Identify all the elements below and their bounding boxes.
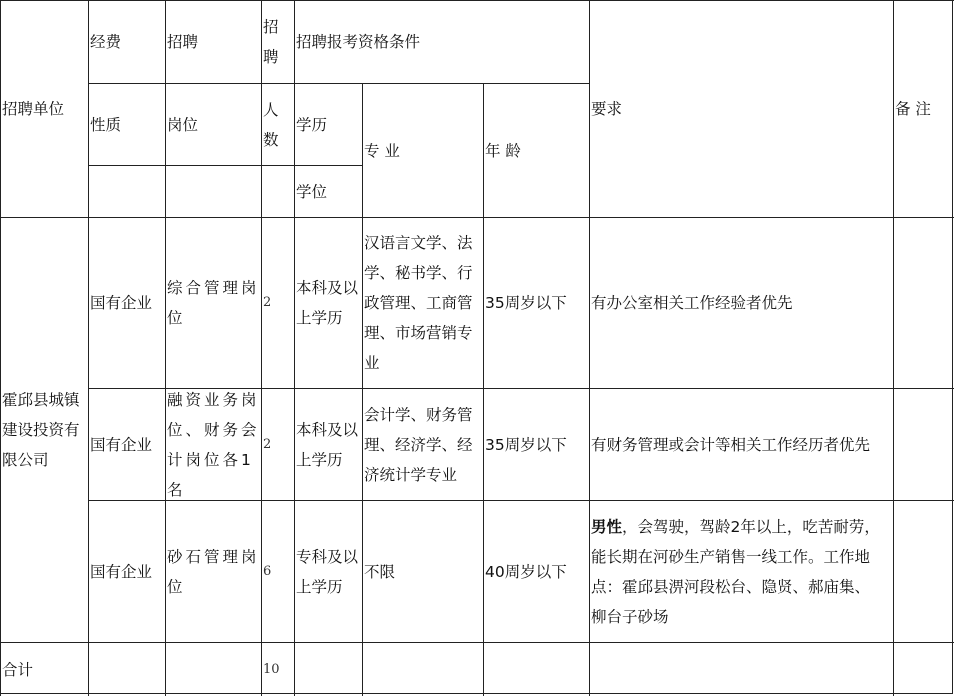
table-row-3-count bbox=[261, 500, 294, 642]
row-3-count-text: 6 bbox=[263, 563, 272, 579]
total-label-cell bbox=[0, 642, 88, 696]
total-count: 10 bbox=[263, 661, 280, 677]
table-row-2-fund bbox=[88, 388, 165, 500]
header-post-top bbox=[165, 0, 261, 83]
header-fund-bottom bbox=[88, 83, 165, 165]
table-row-2-post bbox=[165, 388, 261, 500]
table-row-1-remarks bbox=[893, 217, 954, 388]
row-1-post-text: 综合管理岗 位 bbox=[167, 279, 260, 327]
row-1-education-text: 本科及以 上学历 bbox=[296, 279, 359, 327]
header-major bbox=[362, 83, 483, 217]
row-1-fund-text: 国有企业 bbox=[90, 294, 153, 312]
row-1-count-text: 2 bbox=[263, 295, 272, 310]
row-3-age-text: 40周岁以下 bbox=[485, 562, 567, 581]
table-row-1-education bbox=[294, 217, 362, 388]
row-2-fund-text: 国有企业 bbox=[90, 435, 153, 454]
header-fund-top bbox=[88, 0, 165, 83]
header-fund-top-label: 经费 bbox=[90, 33, 122, 51]
table-row-3-remarks bbox=[893, 500, 954, 642]
header-count-bottom-label: 人 数 bbox=[263, 100, 279, 149]
header-requirements-label: 要求 bbox=[591, 100, 623, 118]
row-1-requirement-body: 有办公室相关工作经验者优先 bbox=[591, 294, 793, 312]
header-degree bbox=[294, 165, 362, 217]
header-count-blank bbox=[261, 165, 294, 217]
header-requirements bbox=[589, 0, 893, 217]
header-post-bottom-label: 岗位 bbox=[167, 115, 199, 134]
total-requirement-cell bbox=[589, 642, 893, 696]
header-remarks-label: 备 注 bbox=[895, 100, 931, 118]
total-post-cell bbox=[165, 642, 261, 696]
table-row-3-requirement bbox=[589, 500, 893, 642]
row-3-requirement-body: ，会驾驶，驾龄2年以上，吃苦耐劳， 能长期在河砂生产销售一线工作。工作地 点：霍邱县淠河段松台、隐贤、郝庙集、 柳台子砂场 bbox=[591, 517, 880, 626]
header-remarks bbox=[893, 0, 954, 217]
table-row-2-age bbox=[483, 388, 589, 500]
table-row-1-post bbox=[165, 217, 261, 388]
table-row-2-major bbox=[362, 388, 483, 500]
header-post-top-label: 招聘 bbox=[167, 33, 199, 51]
table-row-1-count bbox=[261, 217, 294, 388]
table-row-2-requirement bbox=[589, 388, 893, 500]
total-education-cell bbox=[294, 642, 362, 696]
row-2-major-text: 会计学、财务管 理、经济学、经 济统计学专业 bbox=[364, 405, 473, 484]
header-age bbox=[483, 83, 589, 217]
table-row-1-fund bbox=[88, 217, 165, 388]
total-age-cell bbox=[483, 642, 589, 696]
table-row-2-count bbox=[261, 388, 294, 500]
table-row-3-major bbox=[362, 500, 483, 642]
table-row-3-education bbox=[294, 500, 362, 642]
table-row-1-age bbox=[483, 217, 589, 388]
header-count-top-label: 招 聘 bbox=[263, 18, 279, 66]
row-3-requirement-text bbox=[591, 512, 880, 632]
row-2-post-text: 融资业务岗 位、财务会 计岗位各1名 bbox=[167, 390, 260, 499]
row-1-requirement-text bbox=[591, 288, 793, 318]
row-1-age-text: 35周岁以下 bbox=[485, 294, 567, 312]
unit-name: 霍邱县城镇 建设投资有 限公司 bbox=[2, 391, 80, 469]
header-degree-label: 学位 bbox=[296, 182, 328, 201]
row-2-age-text: 35周岁以下 bbox=[485, 435, 567, 454]
header-qualifications bbox=[294, 0, 589, 83]
header-count-top bbox=[261, 0, 294, 83]
header-education-label: 学历 bbox=[296, 115, 328, 134]
total-fund-cell bbox=[88, 642, 165, 696]
unit-name-cell bbox=[0, 217, 88, 642]
header-education bbox=[294, 83, 362, 165]
table-row-1-major bbox=[362, 217, 483, 388]
row-3-requirement-bold: 男性 bbox=[591, 517, 623, 536]
table-row-3-fund bbox=[88, 500, 165, 642]
row-3-post-text: 砂石管理岗 位 bbox=[167, 547, 260, 596]
total-count-cell bbox=[261, 642, 294, 696]
row-3-fund-text: 国有企业 bbox=[90, 562, 153, 581]
header-unit-label: 招聘单位 bbox=[2, 100, 65, 118]
row-3-education-text: 专科及以 上学历 bbox=[296, 547, 359, 596]
total-major-cell bbox=[362, 642, 483, 696]
header-age-label: 年 龄 bbox=[485, 141, 521, 160]
table-row-2-remarks bbox=[893, 388, 954, 500]
total-label: 合计 bbox=[2, 660, 34, 679]
row-1-major-text: 汉语言文学、法 学、秘书学、行 政管理、工商管 理、市场营销专 业 bbox=[364, 234, 473, 372]
row-3-major-text: 不限 bbox=[364, 562, 396, 581]
row-2-requirement-text bbox=[591, 430, 870, 460]
header-qualifications-label: 招聘报考资格条件 bbox=[296, 33, 421, 51]
header-major-label: 专 业 bbox=[364, 141, 400, 160]
header-count-bottom bbox=[261, 83, 294, 165]
table-row-2-education bbox=[294, 388, 362, 500]
table-row-3-post bbox=[165, 500, 261, 642]
header-post-bottom bbox=[165, 83, 261, 165]
header-post-blank bbox=[165, 165, 261, 217]
table-row-3-age bbox=[483, 500, 589, 642]
table-row-1-requirement bbox=[589, 217, 893, 388]
header-unit bbox=[0, 0, 88, 217]
row-2-education-text: 本科及以 上学历 bbox=[296, 420, 359, 469]
row-2-requirement-body: 有财务管理或会计等相关工作经历者优先 bbox=[591, 435, 871, 454]
header-fund-blank bbox=[88, 165, 165, 217]
header-fund-bottom-label: 性质 bbox=[90, 115, 122, 134]
total-remarks-cell bbox=[893, 642, 954, 696]
row-2-count-text: 2 bbox=[263, 436, 272, 452]
